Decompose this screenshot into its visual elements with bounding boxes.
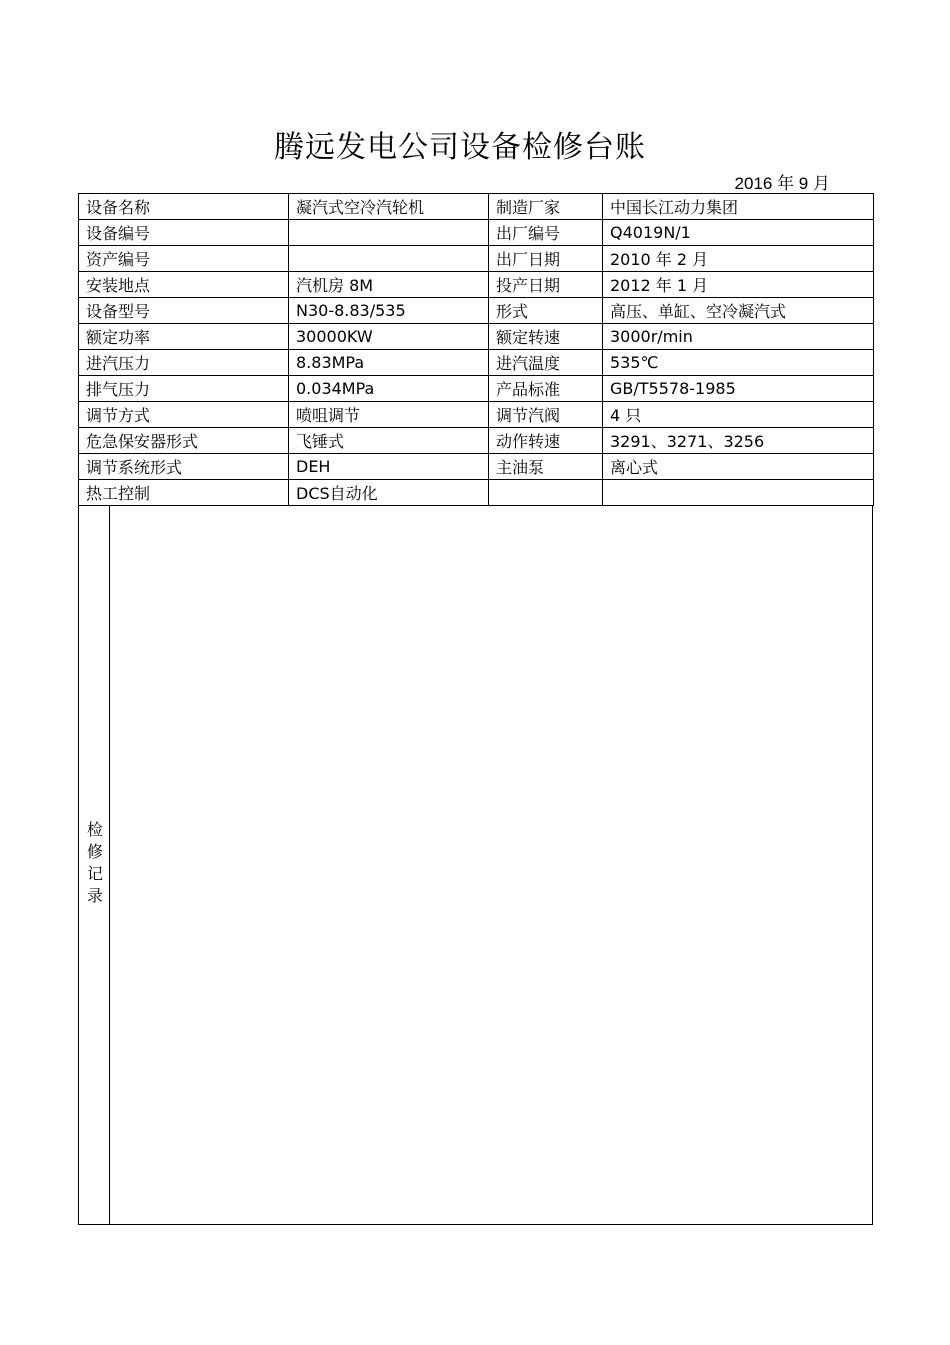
field-value: N30-8.83/535 [289, 298, 489, 324]
table-row [79, 376, 874, 402]
table-row [79, 480, 874, 506]
field-value: 喷咀调节 [289, 402, 489, 428]
field-label: 热工控制 [79, 480, 289, 506]
field-value [289, 220, 489, 246]
field-value: 飞锤式 [289, 428, 489, 454]
field-label: 形式 [489, 298, 603, 324]
field-value: 高压、单缸、空冷凝汽式 [603, 298, 874, 324]
field-label: 出厂日期 [489, 246, 603, 272]
field-value: 3291、3271、3256 [603, 428, 874, 454]
field-value: 离心式 [603, 454, 874, 480]
field-label: 排气压力 [79, 376, 289, 402]
field-label [489, 480, 603, 506]
field-value: 4 只 [603, 402, 874, 428]
field-value: 凝汽式空冷汽轮机 [289, 194, 489, 220]
field-value [289, 246, 489, 272]
field-label: 产品标准 [489, 376, 603, 402]
table-row [79, 454, 874, 480]
table-row [79, 350, 874, 376]
field-value [603, 480, 874, 506]
table-row [79, 428, 874, 454]
equipment-info-body [79, 194, 874, 506]
field-label: 出厂编号 [489, 220, 603, 246]
field-label: 调节方式 [79, 402, 289, 428]
field-label: 进汽压力 [79, 350, 289, 376]
maintenance-record-label: 检修记录 [84, 820, 104, 909]
field-value: DEH [289, 454, 489, 480]
table-row [79, 194, 874, 220]
table-row [79, 298, 874, 324]
table-row [79, 402, 874, 428]
field-label: 调节汽阀 [489, 402, 603, 428]
field-label: 危急保安器形式 [79, 428, 289, 454]
field-value: GB/T5578-1985 [603, 376, 874, 402]
field-label: 资产编号 [79, 246, 289, 272]
maintenance-record-section [78, 505, 873, 1225]
field-label: 调节系统形式 [79, 454, 289, 480]
field-label: 设备型号 [79, 298, 289, 324]
field-value: 3000r/min [603, 324, 874, 350]
field-value: 中国长江动力集团 [603, 194, 874, 220]
table-row [79, 246, 874, 272]
field-label: 进汽温度 [489, 350, 603, 376]
field-label: 制造厂家 [489, 194, 603, 220]
field-value: 2010 年 2 月 [603, 246, 874, 272]
equipment-info-table [78, 193, 874, 506]
field-value: 2012 年 1 月 [603, 272, 874, 298]
ledger-date: 2016 年 9 月 [734, 174, 830, 193]
field-value: 30000KW [289, 324, 489, 350]
field-value: 535℃ [603, 350, 874, 376]
table-row [79, 272, 874, 298]
page-title: 腾远发电公司设备检修台账 [274, 130, 646, 165]
field-value: Q4019N/1 [603, 220, 874, 246]
maintenance-record-area[interactable] [110, 505, 872, 1224]
field-value: 8.83MPa [289, 350, 489, 376]
field-value: DCS自动化 [289, 480, 489, 506]
field-label: 设备编号 [79, 220, 289, 246]
field-label: 额定功率 [79, 324, 289, 350]
field-label: 安装地点 [79, 272, 289, 298]
field-label: 额定转速 [489, 324, 603, 350]
maintenance-record-label-cell [79, 505, 110, 1224]
field-label: 设备名称 [79, 194, 289, 220]
field-label: 主油泵 [489, 454, 603, 480]
table-row [79, 220, 874, 246]
table-row [79, 324, 874, 350]
field-value: 0.034MPa [289, 376, 489, 402]
field-value: 汽机房 8M [289, 272, 489, 298]
field-label: 投产日期 [489, 272, 603, 298]
field-label: 动作转速 [489, 428, 603, 454]
